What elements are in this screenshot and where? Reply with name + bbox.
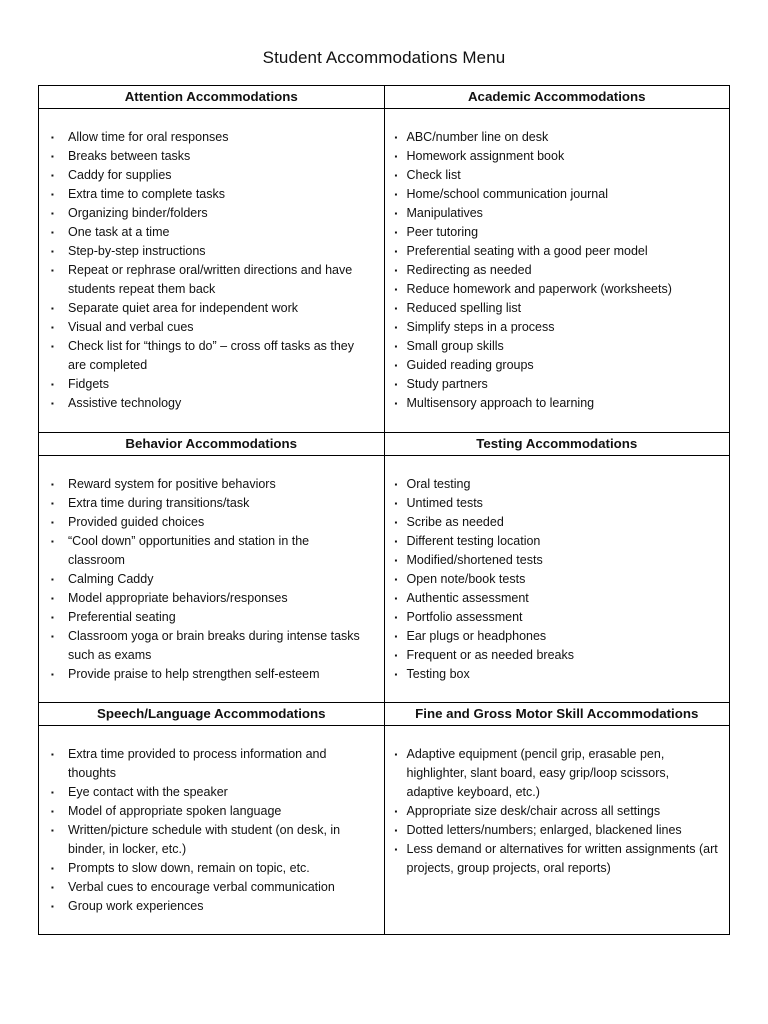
- list-item: [395, 551, 720, 570]
- attention-section: [39, 86, 385, 433]
- square-bullet-icon: ▪: [51, 883, 54, 892]
- square-bullet-icon: ▪: [51, 499, 54, 508]
- list-item-text: Group work experiences: [68, 899, 204, 913]
- list-item: [51, 242, 368, 261]
- table-row: [39, 86, 730, 433]
- square-bullet-icon: ▪: [51, 209, 54, 218]
- list-item: [51, 745, 368, 783]
- square-bullet-icon: ▪: [51, 380, 54, 389]
- list-item: [395, 513, 720, 532]
- list-item: [395, 608, 720, 627]
- list-item-text: Manipulatives: [406, 206, 483, 220]
- academic-list: [385, 109, 730, 413]
- list-item-text: Multisensory approach to learning: [406, 396, 595, 410]
- list-item: [51, 821, 368, 859]
- list-item-text: Simplify steps in a process: [406, 320, 555, 334]
- list-item: [51, 859, 368, 878]
- list-item-text: Testing box: [406, 667, 470, 681]
- table-row: [39, 433, 730, 703]
- square-bullet-icon: ▪: [51, 613, 54, 622]
- list-item-text: Small group skills: [406, 339, 504, 353]
- list-item: [395, 821, 720, 840]
- academic-heading: Academic Accommodations: [385, 86, 730, 109]
- list-item-text: Dotted letters/numbers; enlarged, blackened lines: [406, 823, 682, 837]
- square-bullet-icon: ▪: [394, 499, 398, 508]
- list-item-text: Eye contact with the speaker: [68, 785, 228, 799]
- list-item-text: Reward system for positive behaviors: [68, 477, 276, 491]
- square-bullet-icon: ▪: [51, 133, 54, 142]
- motor-list: [385, 726, 730, 878]
- list-item: [51, 608, 368, 627]
- list-item: [395, 627, 720, 646]
- list-item-text: Written/picture schedule with student (on desk, in binder, in locker, etc.): [68, 823, 341, 856]
- list-item: [395, 299, 720, 318]
- list-item-text: Provided guided choices: [68, 515, 205, 529]
- square-bullet-icon: ▪: [51, 826, 54, 835]
- square-bullet-icon: ▪: [51, 864, 54, 873]
- list-item: [51, 394, 368, 413]
- list-item: [395, 280, 720, 299]
- square-bullet-icon: ▪: [394, 480, 398, 489]
- list-item: [395, 665, 720, 684]
- square-bullet-icon: ▪: [51, 594, 54, 603]
- list-item: [51, 375, 368, 394]
- list-item: [395, 128, 720, 147]
- list-item: [51, 261, 368, 299]
- list-item: [51, 223, 368, 242]
- list-item-text: Fidgets: [68, 377, 109, 391]
- square-bullet-icon: ▪: [394, 152, 398, 161]
- square-bullet-icon: ▪: [394, 632, 398, 641]
- list-item-text: Separate quiet area for independent work: [68, 301, 299, 315]
- square-bullet-icon: ▪: [394, 518, 398, 527]
- list-item: [51, 878, 368, 897]
- list-item-text: Check list for “things to do” – cross off tasks as they are completed: [68, 339, 354, 372]
- square-bullet-icon: ▪: [394, 826, 398, 835]
- behavior-list: [39, 456, 384, 684]
- list-item-text: Organizing binder/folders: [68, 206, 208, 220]
- list-item-text: Provide praise to help strengthen self-esteem: [68, 667, 320, 681]
- list-item: [395, 166, 720, 185]
- square-bullet-icon: ▪: [51, 518, 54, 527]
- list-item-text: Guided reading groups: [406, 358, 534, 372]
- square-bullet-icon: ▪: [394, 380, 398, 389]
- behavior-heading: Behavior Accommodations: [39, 433, 384, 456]
- testing-heading: Testing Accommodations: [385, 433, 730, 456]
- list-item-text: Reduced spelling list: [406, 301, 522, 315]
- list-item-text: Home/school communication journal: [406, 187, 608, 201]
- attention-list: [39, 109, 384, 413]
- list-item-text: Extra time during transitions/task: [68, 496, 250, 510]
- page-title: Student Accommodations Menu: [262, 48, 506, 67]
- square-bullet-icon: ▪: [51, 399, 54, 408]
- list-item: [51, 783, 368, 802]
- square-bullet-icon: ▪: [394, 228, 398, 237]
- testing-list: [385, 456, 730, 684]
- list-item: [395, 147, 720, 166]
- accommodations-table: [38, 85, 730, 935]
- list-item-text: Prompts to slow down, remain on topic, etc.: [68, 861, 310, 875]
- square-bullet-icon: ▪: [51, 266, 54, 275]
- list-item: [51, 513, 368, 532]
- square-bullet-icon: ▪: [394, 285, 398, 294]
- list-item: [395, 589, 720, 608]
- list-item-text: Portfolio assessment: [406, 610, 523, 624]
- list-item-text: Check list: [406, 168, 461, 182]
- list-item: [395, 570, 720, 589]
- list-item-text: Study partners: [406, 377, 488, 391]
- square-bullet-icon: ▪: [51, 750, 54, 759]
- list-item-text: Model appropriate behaviors/responses: [68, 591, 288, 605]
- list-item: [51, 494, 368, 513]
- list-item-text: Breaks between tasks: [68, 149, 191, 163]
- list-item: [395, 475, 720, 494]
- table-row: [39, 703, 730, 935]
- square-bullet-icon: ▪: [394, 594, 398, 603]
- list-item-text: Caddy for supplies: [68, 168, 172, 182]
- speech-heading: Speech/Language Accommodations: [39, 703, 384, 726]
- list-item-text: Scribe as needed: [406, 515, 504, 529]
- list-item-text: Extra time to complete tasks: [68, 187, 226, 201]
- list-item: [395, 223, 720, 242]
- list-item-text: Less demand or alternatives for written assignments (art projects, group projects, oral reports): [406, 842, 718, 875]
- list-item-text: Appropriate size desk/chair across all settings: [406, 804, 661, 818]
- list-item-text: Reduce homework and paperwork (worksheets): [406, 282, 672, 296]
- square-bullet-icon: ▪: [394, 845, 398, 854]
- list-item: [395, 204, 720, 223]
- list-item: [51, 627, 368, 665]
- list-item-text: Untimed tests: [406, 496, 483, 510]
- square-bullet-icon: ▪: [51, 480, 54, 489]
- motor-section: [384, 703, 730, 935]
- speech-list: [39, 726, 384, 916]
- list-item-text: Preferential seating with a good peer model: [406, 244, 648, 258]
- square-bullet-icon: ▪: [394, 613, 398, 622]
- list-item-text: Oral testing: [406, 477, 471, 491]
- list-item-text: Model of appropriate spoken language: [68, 804, 282, 818]
- square-bullet-icon: ▪: [51, 575, 54, 584]
- square-bullet-icon: ▪: [51, 537, 54, 546]
- list-item-text: Assistive technology: [68, 396, 182, 410]
- square-bullet-icon: ▪: [394, 670, 398, 679]
- academic-section: [384, 86, 730, 433]
- list-item-text: Peer tutoring: [406, 225, 479, 239]
- list-item: [395, 356, 720, 375]
- list-item: [395, 646, 720, 665]
- square-bullet-icon: ▪: [51, 190, 54, 199]
- list-item: [51, 204, 368, 223]
- square-bullet-icon: ▪: [394, 209, 398, 218]
- square-bullet-icon: ▪: [51, 342, 54, 351]
- list-item: [51, 570, 368, 589]
- square-bullet-icon: ▪: [51, 171, 54, 180]
- list-item-text: Calming Caddy: [68, 572, 154, 586]
- list-item: [51, 185, 368, 204]
- list-item-text: Authentic assessment: [406, 591, 529, 605]
- list-item: [51, 802, 368, 821]
- list-item-text: ABC/number line on desk: [406, 130, 549, 144]
- square-bullet-icon: ▪: [51, 323, 54, 332]
- square-bullet-icon: ▪: [51, 152, 54, 161]
- square-bullet-icon: ▪: [394, 171, 398, 180]
- speech-section: [39, 703, 385, 935]
- square-bullet-icon: ▪: [51, 632, 54, 641]
- list-item: [395, 802, 720, 821]
- square-bullet-icon: ▪: [394, 247, 398, 256]
- list-item-text: Ear plugs or headphones: [406, 629, 547, 643]
- list-item-text: Verbal cues to encourage verbal communication: [68, 880, 335, 894]
- testing-section: [384, 433, 730, 703]
- list-item: [395, 242, 720, 261]
- list-item: [51, 897, 368, 916]
- square-bullet-icon: ▪: [394, 304, 398, 313]
- list-item-text: Open note/book tests: [406, 572, 526, 586]
- attention-heading: Attention Accommodations: [39, 86, 384, 109]
- list-item: [395, 261, 720, 280]
- square-bullet-icon: ▪: [394, 190, 398, 199]
- square-bullet-icon: ▪: [394, 556, 398, 565]
- list-item: [51, 665, 368, 684]
- list-item-text: Allow time for oral responses: [68, 130, 229, 144]
- square-bullet-icon: ▪: [51, 247, 54, 256]
- square-bullet-icon: ▪: [394, 133, 398, 142]
- list-item-text: Modified/shortened tests: [406, 553, 543, 567]
- list-item: [395, 532, 720, 551]
- square-bullet-icon: ▪: [51, 902, 54, 911]
- list-item: [395, 394, 720, 413]
- list-item-text: “Cool down” opportunities and station in the classroom: [68, 534, 310, 567]
- list-item: [51, 166, 368, 185]
- list-item-text: Extra time provided to process information and thoughts: [68, 747, 327, 780]
- list-item: [51, 128, 368, 147]
- square-bullet-icon: ▪: [394, 750, 398, 759]
- list-item: [51, 318, 368, 337]
- square-bullet-icon: ▪: [394, 361, 398, 370]
- list-item: [51, 147, 368, 166]
- square-bullet-icon: ▪: [51, 228, 54, 237]
- list-item: [51, 589, 368, 608]
- list-item-text: Adaptive equipment (pencil grip, erasable pen, highlighter, slant board, easy grip/loop scissors, adaptive keyboard, etc.): [406, 747, 670, 799]
- list-item-text: Preferential seating: [68, 610, 176, 624]
- list-item-text: Visual and verbal cues: [68, 320, 194, 334]
- square-bullet-icon: ▪: [394, 399, 398, 408]
- list-item-text: Frequent or as needed breaks: [406, 648, 574, 662]
- square-bullet-icon: ▪: [394, 807, 398, 816]
- square-bullet-icon: ▪: [394, 323, 398, 332]
- list-item: [395, 318, 720, 337]
- list-item-text: Different testing location: [406, 534, 541, 548]
- list-item: [395, 337, 720, 356]
- list-item: [395, 840, 720, 878]
- square-bullet-icon: ▪: [51, 304, 54, 313]
- square-bullet-icon: ▪: [51, 670, 54, 679]
- motor-heading: Fine and Gross Motor Skill Accommodations: [385, 703, 730, 726]
- list-item-text: Step-by-step instructions: [68, 244, 206, 258]
- square-bullet-icon: ▪: [394, 342, 398, 351]
- list-item: [51, 299, 368, 318]
- list-item-text: Redirecting as needed: [406, 263, 532, 277]
- behavior-section: [39, 433, 385, 703]
- list-item: [51, 532, 368, 570]
- list-item-text: Homework assignment book: [406, 149, 565, 163]
- list-item: [395, 185, 720, 204]
- list-item-text: One task at a time: [68, 225, 170, 239]
- square-bullet-icon: ▪: [394, 575, 398, 584]
- square-bullet-icon: ▪: [394, 537, 398, 546]
- list-item: [51, 337, 368, 375]
- square-bullet-icon: ▪: [394, 651, 398, 660]
- list-item: [395, 494, 720, 513]
- list-item-text: Classroom yoga or brain breaks during intense tasks such as exams: [68, 629, 360, 662]
- square-bullet-icon: ▪: [394, 266, 398, 275]
- square-bullet-icon: ▪: [51, 807, 54, 816]
- list-item: [51, 475, 368, 494]
- list-item: [395, 745, 720, 802]
- list-item: [395, 375, 720, 394]
- square-bullet-icon: ▪: [51, 788, 54, 797]
- list-item-text: Repeat or rephrase oral/written directions and have students repeat them back: [68, 263, 353, 296]
